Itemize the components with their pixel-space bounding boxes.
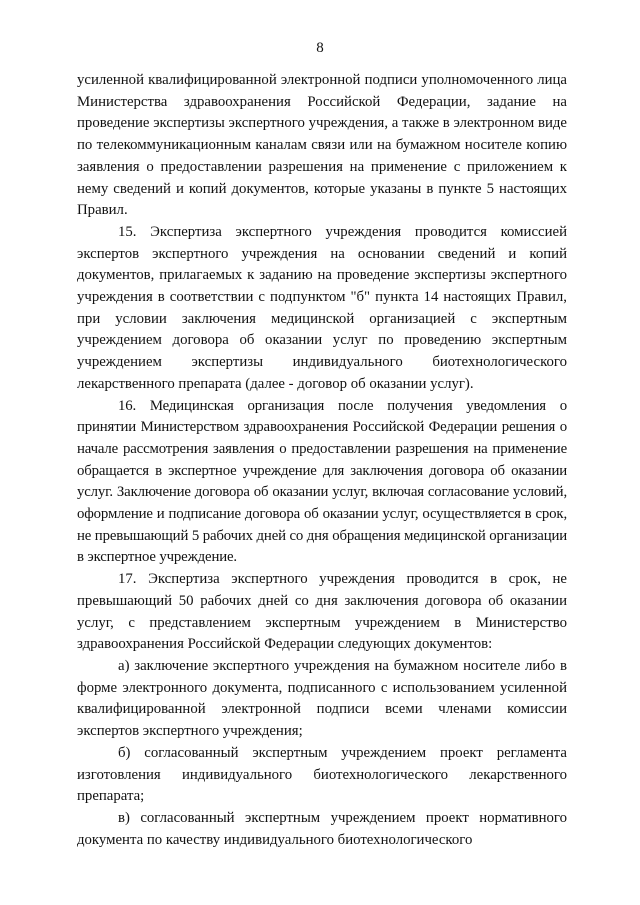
paragraph-clause-17: 17. Экспертиза экспертного учреждения проводится в срок, не превышающий 50 рабочих дней со дня заключения договора об оказании услуг, с представлением экспертным учреждением в Министерство здравоохранения Российской Федерации следующих документов: bbox=[77, 571, 567, 653]
paragraph-subclause-b: б) согласованный экспертным учреждением проект регламента изготовления индивидуального биотехнологического лекарственного препарата; bbox=[77, 744, 567, 805]
paragraph-subclause-v: в) согласованный экспертным учреждением проект нормативного документа по качеству индивидуального биотехнологического bbox=[77, 809, 567, 848]
document-body bbox=[77, 70, 567, 851]
paragraph-subclause-a: а) заключение экспертного учреждения на бумажном носителе либо в форме электронного документа, подписанного с использованием усиленной квалифицированной электронной подписи всеми членами комиссии экспертов экспертного учреждения; bbox=[77, 657, 567, 740]
paragraph-clause-16: 16. Медицинская организация после получения уведомления о принятии Министерством здравоохранения Российской Федерации решения о начале рассмотрения заявления о предоставлении разрешения на применение обращается в экспертное учреждение для заключения договора об оказании услуг. Заключение договора об оказании услуг, включая согласование условий, оформление и подписание договора об оказании услуг, осуществляется в срок, не превышающий 5 рабочих дней со дня обращения медицинской организации в экспертное учреждение. bbox=[77, 397, 567, 566]
paragraph-continuation: усиленной квалифицированной электронной подписи уполномоченного лица Министерства здравоохранения Российской Федерации, задание на проведение экспертизы экспертного учреждения, а также в электронном виде по телекоммуникационным каналам связи или на бумажном носителе копию заявления о предоставлении разрешения на применение с приложением к нему сведений и копий документов, которые указаны в пункте 5 настоящих Правил. bbox=[77, 72, 567, 219]
page-number: 8 bbox=[316, 40, 324, 56]
paragraph-clause-15: 15. Экспертиза экспертного учреждения проводится комиссией экспертов экспертного учреждения на основании сведений и копий документов, прилагаемых к заданию на проведение экспертизы экспертного учреждения в соответствии с подпунктом "б" пункта 14 настоящих Правил, при условии заключения медицинской организацией с экспертным учреждением договора об оказании услуг по проведению экспертным учреждением экспертизы индивидуального биотехнологического лекарственного препарата (далее - договор об оказании услуг). bbox=[77, 223, 567, 392]
